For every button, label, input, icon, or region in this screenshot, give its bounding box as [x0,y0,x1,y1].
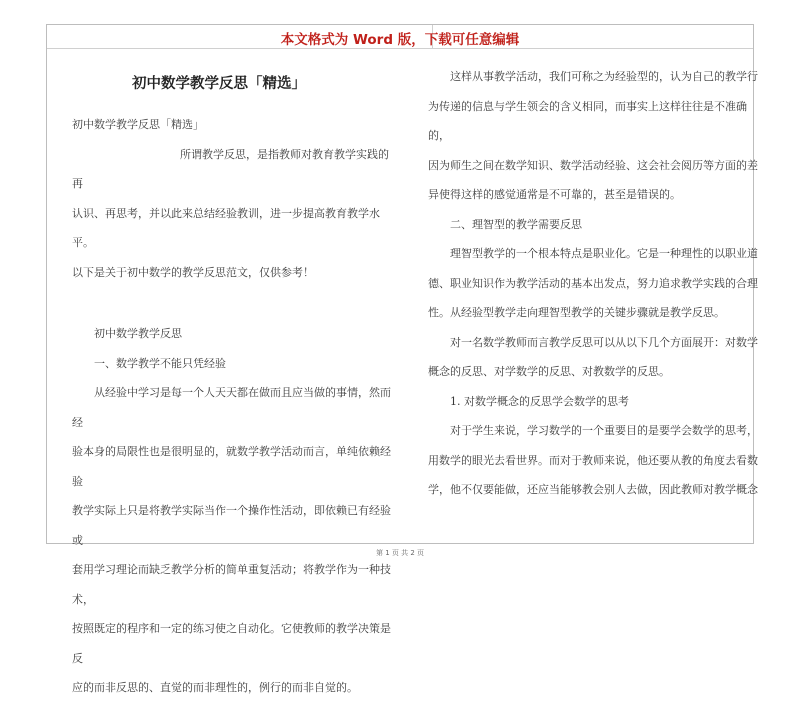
paragraph-line: 初中数学教学反思「精选」 [72,118,204,131]
paragraph-line: 用数学的眼光去看世界。而对于教师来说，他还要从教的角度去看数 [428,453,758,467]
paragraph-line: 应的而非反思的、直觉的而非理性的，例行的而非自觉的。 [72,681,358,694]
article-title: 初中数学教学反思「精选」 [132,75,306,92]
paragraph-line: 对于学生来说，学习数学的一个重要目的是要学会数学的思考， [450,424,758,437]
paragraph-line: 德、职业知识作为教学活动的基本出发点，努力追求教学实践的合理 [428,276,758,290]
paragraph-line: 概念的反思、对学数学的反思、对教数学的反思。 [428,365,670,378]
paragraph-line: 验本身的局限性也是很明显的，就数学教学活动而言，单纯依赖经验 [72,445,391,488]
section-heading: 一、数学教学不能只凭经验 [94,356,226,370]
subsection-heading: 1. 对数学概念的反思学会数学的思考 [450,394,629,408]
left-column [72,72,392,703]
paragraph-line: 所谓教学反思，是指教师对教育教学实践的再 [72,147,389,190]
paragraph-line: 以下是关于初中数学的教学反思范文，仅供参考！ [72,265,314,279]
paragraph-line: 性。从经验型教学走向理智型教学的关键步骤就是教学反思。 [428,306,725,319]
section-heading: 二、理智型的教学需要反思 [450,217,582,231]
paragraph-line: 对一名数学教师而言教学反思可以从以下几个方面展开：对数学 [450,335,758,349]
section-heading: 初中数学教学反思 [94,327,182,340]
paragraph-line: 这样从事教学活动，我们可称之为经验型的，认为自己的教学行 [450,70,758,83]
paragraph-line: 为传递的信息与学生领会的含义相同，而事实上这样往往是不准确的， [428,99,747,142]
spacer [72,287,392,319]
paragraph-line: 认识、再思考，并以此来总结经验教训，进一步提高教育教学水平。 [72,206,380,249]
paragraph-line: 因为师生之间在数学知识、数学活动经验、这会社会阅历等方面的差 [428,158,758,172]
header-divider [47,48,753,49]
paragraph-line: 异使得这样的感觉通常是不可靠的，甚至是错误的。 [428,188,681,201]
page-number-footer: 第 1 页 共 2 页 [375,549,425,557]
paragraph-line: 教学实际上只是将教学实际当作一个操作性活动，即依赖已有经验或 [72,504,391,547]
paragraph-line: 理智型教学的一个根本特点是职业化。它是一种理性的以职业道 [450,247,758,260]
paragraph-line: 学，他不仅要能做，还应当能够教会别人去做，因此教师对教学概念 [428,483,758,496]
paragraph-line: 套用学习理论而缺乏教学分析的简单重复活动；将教学作为一种技术， [72,563,391,606]
right-column [428,62,758,505]
paragraph-line: 按照既定的程序和一定的练习使之自动化。它使教师的教学决策是反 [72,622,391,665]
paragraph-line: 从经验中学习是每一个人天天都在做而且应当做的事情，然而经 [72,386,391,429]
word-format-banner: 本文格式为 Word 版，下载可任意编辑 [280,32,520,48]
